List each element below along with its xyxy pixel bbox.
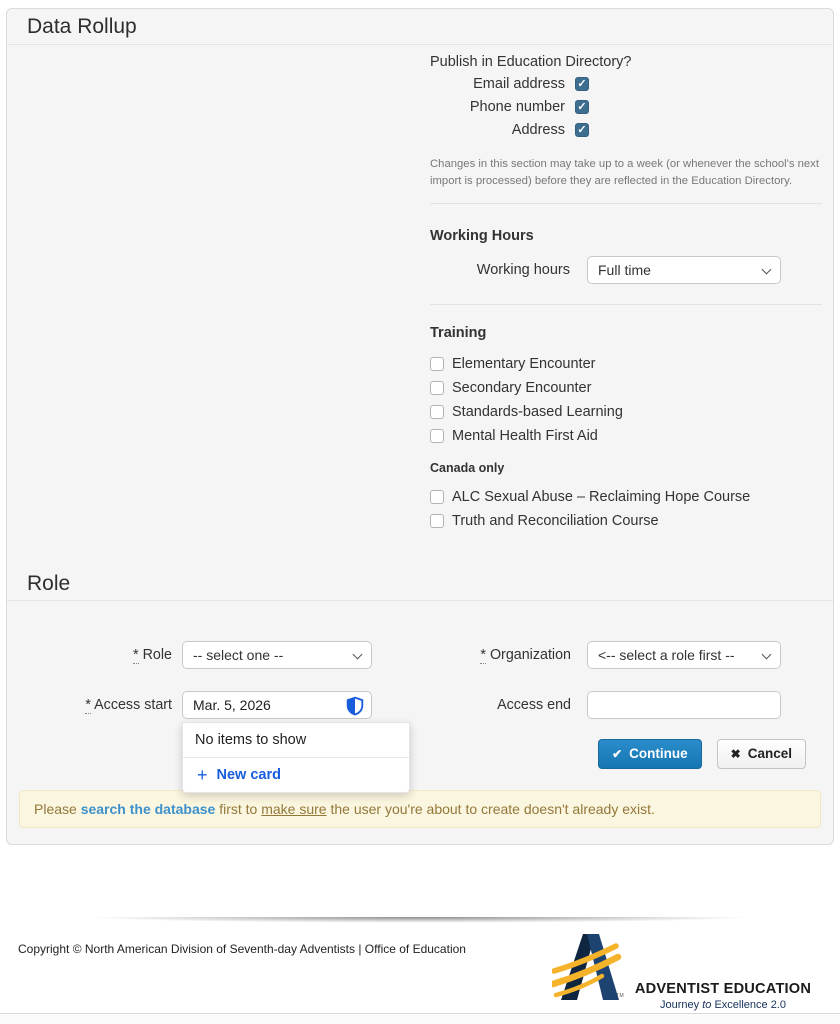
publish-checkbox-group <box>430 75 822 139</box>
secondary-encounter-label: Secondary Encounter <box>452 380 592 396</box>
access-start-input[interactable] <box>182 691 372 785</box>
organization-select[interactable] <box>587 641 781 669</box>
working-hours-label: Working hours <box>476 262 570 278</box>
mental-health-first-aid-checkbox[interactable] <box>430 429 444 443</box>
plus-icon: + <box>197 765 208 785</box>
access-start-field-row <box>19 691 425 785</box>
access-start-value: Mar. 5, 2026 <box>193 697 271 713</box>
trademark-symbol: TM <box>616 993 625 999</box>
role-field-row <box>19 641 425 669</box>
alc-sexual-abuse-checkbox[interactable] <box>430 490 444 504</box>
autofill-empty-message: No items to show <box>195 732 307 748</box>
training-heading: Training <box>430 325 487 341</box>
continue-button[interactable]: ✔ Continue <box>598 739 702 769</box>
logo-a-mark <box>552 931 624 1003</box>
publish-question: Publish in Education Directory? <box>430 54 632 70</box>
working-hours-heading: Working Hours <box>430 228 534 244</box>
required-indicator: * <box>480 647 486 663</box>
training-row <box>430 488 822 506</box>
divider <box>430 203 822 204</box>
canada-only-heading: Canada only <box>430 461 505 475</box>
access-start-label: * Access start <box>85 697 172 713</box>
organization-label: * Organization <box>480 647 571 663</box>
cancel-button[interactable]: ✖ Cancel <box>717 739 806 769</box>
alc-sexual-abuse-label: ALC Sexual Abuse – Reclaiming Hope Course <box>452 489 751 505</box>
training-row <box>430 379 822 397</box>
truth-reconciliation-label: Truth and Reconciliation Course <box>452 513 659 529</box>
main-form-panel <box>6 8 834 845</box>
role-label: * Role <box>133 647 172 663</box>
phone-number-label: Phone number <box>469 99 565 115</box>
publish-row-phone <box>430 98 822 116</box>
data-rollup-heading: Data Rollup <box>7 9 833 45</box>
mental-health-first-aid-label: Mental Health First Aid <box>452 428 598 444</box>
copyright-text: Copyright © North American Division of Seventh-day Adventists | Office of Education <box>18 942 466 956</box>
check-icon: ✓ <box>577 123 587 136</box>
email-address-checkbox[interactable] <box>575 77 589 91</box>
search-database-link[interactable]: search the database <box>80 801 216 817</box>
access-end-field-row <box>425 691 821 719</box>
new-card-label: New card <box>216 767 281 783</box>
elementary-encounter-label: Elementary Encounter <box>452 356 596 372</box>
organization-field-row <box>425 641 821 669</box>
email-address-label: Email address <box>473 76 565 92</box>
new-card-button[interactable] <box>183 758 409 792</box>
footer-shadow-divider <box>0 917 840 925</box>
adventist-education-logo <box>552 931 814 1011</box>
canada-checkbox-list <box>430 488 822 530</box>
working-hours-row <box>430 256 822 284</box>
check-icon: ✔ <box>612 747 623 761</box>
form-buttons-row <box>7 739 833 769</box>
chevron-down-icon <box>762 265 772 275</box>
phone-number-checkbox[interactable] <box>575 100 589 114</box>
training-row <box>430 355 822 373</box>
make-sure-underline: make sure <box>261 801 327 817</box>
secondary-encounter-checkbox[interactable] <box>430 381 444 395</box>
elementary-encounter-checkbox[interactable] <box>430 357 444 371</box>
check-icon: ✓ <box>577 77 587 90</box>
required-indicator: * <box>85 697 91 713</box>
chevron-down-icon <box>353 650 363 660</box>
training-row <box>430 403 822 421</box>
bottom-strip <box>0 1013 840 1024</box>
bitwarden-shield-icon[interactable] <box>345 696 365 716</box>
x-icon: ✖ <box>730 747 741 761</box>
working-hours-select[interactable] <box>587 256 781 284</box>
role-heading: Role <box>7 566 833 601</box>
data-rollup-right-column <box>430 53 822 530</box>
duplicate-user-warning: Please search the database first to make sure the user you're about to create doesn't already exist. <box>19 790 821 828</box>
organization-select-value: <-- select a role first -- <box>598 647 735 663</box>
logo-tagline: Journey to Excellence 2.0 <box>660 999 786 1011</box>
training-row <box>430 512 822 530</box>
publish-note: Changes in this section may take up to a week (or whenever the school's next import is processed) before they are reflected in the Education Directory. <box>430 158 819 187</box>
logo-title: ADVENTIST EDUCATION <box>634 981 812 997</box>
training-row <box>430 427 822 445</box>
divider <box>430 304 822 305</box>
standards-based-learning-label: Standards-based Learning <box>452 404 623 420</box>
check-icon: ✓ <box>577 100 587 113</box>
page-footer <box>0 925 840 1014</box>
publish-row-email <box>430 75 822 93</box>
autofill-popup <box>182 722 410 793</box>
address-checkbox[interactable] <box>575 123 589 137</box>
access-end-label: Access end <box>497 697 571 713</box>
required-indicator: * <box>133 647 139 663</box>
truth-reconciliation-checkbox[interactable] <box>430 514 444 528</box>
access-end-input[interactable] <box>587 691 781 719</box>
working-hours-value: Full time <box>598 262 651 278</box>
standards-based-learning-checkbox[interactable] <box>430 405 444 419</box>
publish-row-address <box>430 121 822 139</box>
training-checkbox-list <box>430 355 822 445</box>
address-label: Address <box>511 122 565 138</box>
chevron-down-icon <box>762 650 772 660</box>
role-select-value: -- select one -- <box>193 647 284 663</box>
role-select[interactable] <box>182 641 372 669</box>
logo-text-block <box>632 981 814 1011</box>
